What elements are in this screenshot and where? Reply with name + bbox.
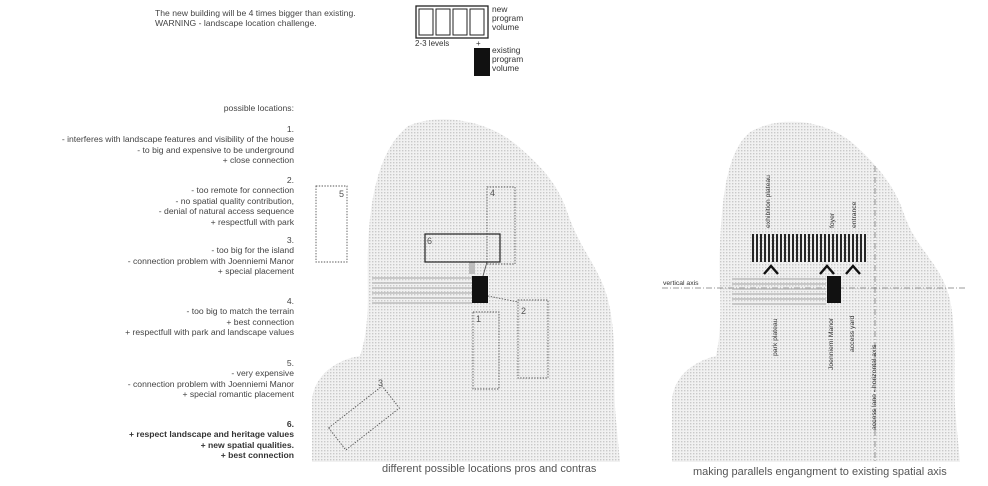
- right-plan-caption: making parallels engangment to existing spatial axis: [693, 466, 947, 478]
- new-label-line-1: new: [492, 4, 508, 14]
- entrance-label: entrance: [851, 201, 858, 228]
- location-line: + respectfull with park and landscape values: [125, 327, 294, 338]
- foyer-label: foyer: [829, 212, 836, 228]
- intro-note-line-1: The new building will be 4 times bigger than existing.: [155, 8, 356, 18]
- location-line: - connection problem with Joenniemi Manor: [127, 378, 294, 389]
- vertical-axis-label: vertical axis: [663, 280, 699, 287]
- existing-volume-box: [474, 48, 490, 76]
- location-line: + special placement: [217, 266, 294, 277]
- location-line: - denial of natural access sequence: [158, 206, 294, 217]
- plus-label: +: [476, 39, 481, 48]
- location-1: [62, 124, 294, 166]
- terrain-area: [672, 122, 960, 462]
- location-number: 5.: [286, 358, 294, 368]
- location-number: 3.: [286, 235, 294, 245]
- location-number: 6.: [286, 419, 294, 429]
- site-plan-left: [300, 110, 645, 462]
- existing-volume-label: [492, 46, 523, 73]
- location-line: - too big to match the terrain: [186, 306, 294, 317]
- marker-2: 2: [521, 306, 527, 316]
- new-label-line-3: volume: [492, 22, 519, 32]
- access-lane-label: access lane - horizontal axis: [871, 344, 878, 430]
- location-line: + best connection: [220, 450, 294, 461]
- location-line: - too big for the island: [211, 245, 294, 256]
- terrain-area: [312, 119, 620, 462]
- location-5: [128, 358, 294, 400]
- new-volume-label: [492, 5, 523, 32]
- new-volume-boxes: [416, 6, 488, 38]
- location-line: - no spatial quality contribution,: [175, 195, 294, 206]
- marker-5: 5: [339, 189, 345, 199]
- site-plan-right: [660, 110, 985, 462]
- location-2: [159, 175, 294, 227]
- marker-3: 3: [378, 378, 384, 388]
- location-line: - interferes with landscape features and visibility of the house: [61, 134, 294, 145]
- existing-manor: [472, 276, 488, 303]
- existing-label-line-1: existing: [492, 45, 521, 55]
- marker-1: 1: [476, 314, 482, 324]
- location-number: 2.: [286, 175, 294, 185]
- location-number: 1.: [286, 124, 294, 134]
- existing-label-line-2: program: [492, 54, 524, 64]
- existing-label-line-3: volume: [492, 63, 519, 73]
- legend: [412, 3, 542, 83]
- location-line: - very expensive: [231, 368, 294, 379]
- intro-note-line-2: WARNING - landscape location challenge.: [155, 18, 317, 29]
- location-line: + respect landscape and heritage values: [128, 429, 294, 440]
- location-number: 4.: [286, 296, 294, 306]
- left-plan-caption: different possible locations pros and contras: [382, 463, 597, 475]
- location-3: [128, 235, 294, 277]
- connector-stub: [469, 262, 475, 274]
- manor-label: Joenniemi Manor: [828, 317, 835, 370]
- location-line: + respectfull with park: [210, 216, 294, 227]
- intro-note: [155, 8, 356, 28]
- location-line: - connection problem with Joenniemi Manor: [127, 255, 294, 266]
- location-line: - too remote for connection: [191, 185, 294, 196]
- park-plateau-label: park plateau: [772, 318, 779, 356]
- location-line: + close connection: [222, 155, 294, 166]
- location-line: + special romantic placement: [182, 389, 294, 400]
- new-label-line-2: program: [492, 13, 524, 23]
- levels-label: 2-3 levels: [415, 39, 450, 48]
- location-4: [125, 296, 294, 338]
- exhibition-plateau-label: exhibition plateau: [765, 175, 772, 228]
- exhibition-plateau-hatch: [753, 234, 865, 262]
- locations-heading: possible locations:: [223, 103, 294, 113]
- location-line: + new spatial qualities.: [200, 439, 294, 450]
- marker-4: 4: [490, 188, 496, 198]
- existing-manor: [827, 276, 841, 303]
- access-yard-label: access yard: [849, 315, 856, 352]
- marker-6: 6: [427, 236, 433, 246]
- location-line: + best connection: [226, 316, 294, 327]
- location-line: - to big and expensive to be underground: [137, 144, 294, 155]
- location-6: [129, 419, 294, 461]
